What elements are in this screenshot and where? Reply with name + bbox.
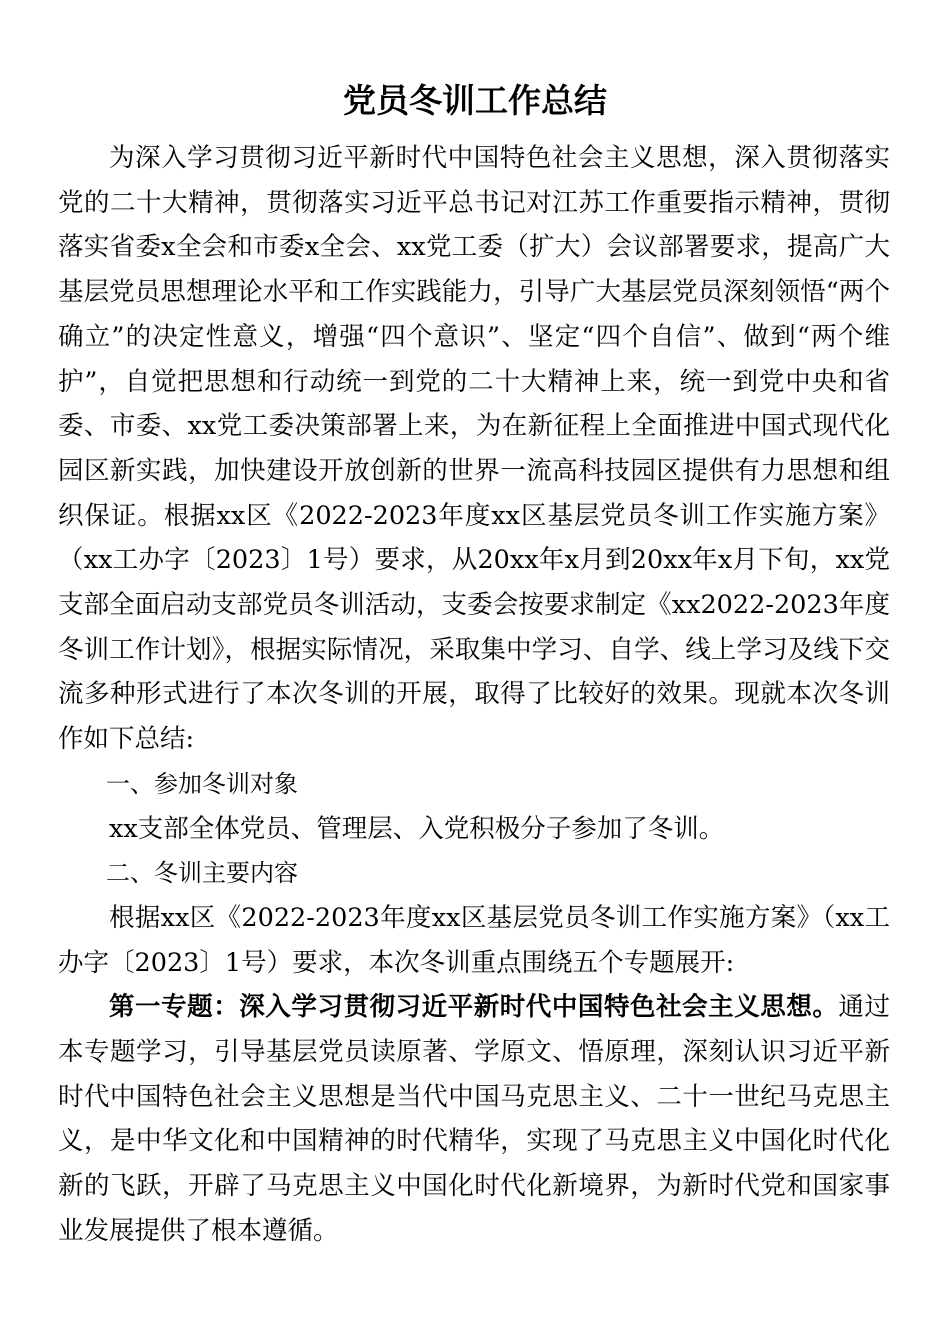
document-body bbox=[58, 136, 890, 1254]
section-heading-participants: 一、参加冬训对象 bbox=[106, 769, 298, 798]
participants-paragraph: xx支部全体党员、管理层、入党积极分子参加了冬训。 bbox=[109, 813, 725, 844]
intro-paragraph: 为深入学习贯彻习近平新时代中国特色社会主义思想，深入贯彻落实党的二十大精神，贯彻落实习近平总书记对江苏工作重要指示精神，贯彻落实省委x全会和市委x全会、xx党工委（扩大）会议部署要求，提高广大基层党员思想理论水平和工作实践能力，引导广大基层党员深刻领悟“两个确立”的决定性意义，增强“四个意识”、坚定“四个自信”、做到“两个维护”，自觉把思想和行动统一到党的二十大精神上来，统一到党中央和省委、市委、xx党工委决策部署上来，为在新征程上全面推进中国式现代化园区新实践，加快建设开放创新的世界一流高科技园区提供有力思想和组织保证。根据xx区《2022-2023年度xx区基层党员冬训工作实施方案》（xx工办字〔2023〕1号）要求，从20xx年x月到20xx年x月下旬，xx党支部全面启动支部党员冬训活动，支委会按要求制定《xx2022-2023年度冬训工作计划》，根据实际情况，采取集中学习、自学、线上学习及线下交流多种形式进行了本次冬训的开展，取得了比较好的效果。现就本次冬训作如下总结: bbox=[58, 143, 890, 755]
content-paragraph: 根据xx区《2022-2023年度xx区基层党员冬训工作实施方案》（xx工办字〔2023〕1号）要求，本次冬训重点围绕五个专题展开: bbox=[58, 902, 890, 978]
topic-one-paragraph bbox=[58, 985, 890, 1253]
topic-one-lead: 第一专题：深入学习贯彻习近平新时代中国特色社会主义思想。 bbox=[109, 992, 839, 1023]
section-heading-content: 二、冬训主要内容 bbox=[106, 859, 298, 888]
topic-one-text: 通过本专题学习，引导基层党员读原著、学原文、悟原理，深刻认识习近平新时代中国特色社会主义思想是当代中国马克思主义、二十一世纪马克思主义，是中华文化和中国精神的时代精华，实现了马克思主义中国化时代化新的飞跃，开辟了马克思主义中国化时代化新境界，为新时代党和国家事业发展提供了根本遵循。 bbox=[58, 992, 890, 1246]
page-title: 党员冬训工作总结 bbox=[343, 81, 607, 120]
